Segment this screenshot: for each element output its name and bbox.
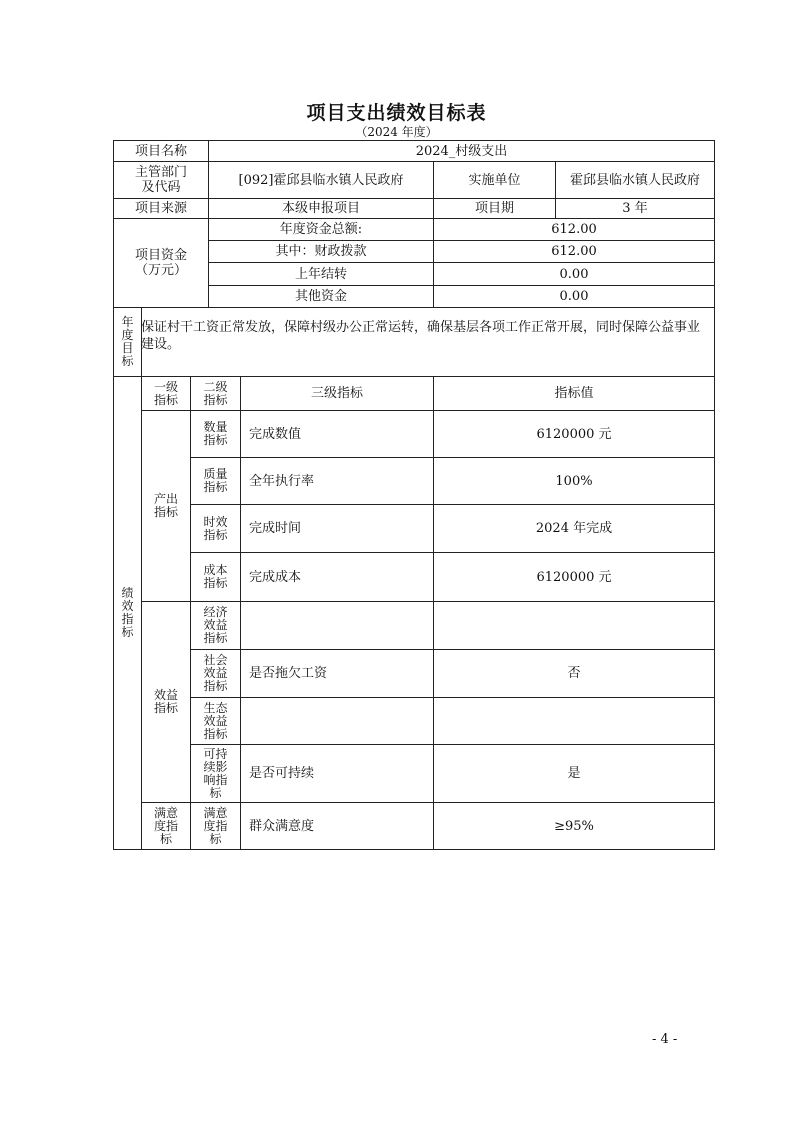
- indicator-name: 是否可持续: [240, 744, 434, 803]
- funds-total-value: 612.00: [433, 218, 715, 241]
- social-benefit-label: 社会 效益 指标: [190, 649, 241, 698]
- indicator-name: [240, 601, 434, 650]
- level3-header: 三级指标: [240, 376, 434, 411]
- indicator-value: 否: [433, 649, 715, 698]
- indicator-name: 群众满意度: [240, 802, 434, 850]
- source-label: 项目来源: [113, 198, 209, 219]
- period-value: 3 年: [555, 198, 715, 219]
- indicator-value: 6120000 元: [433, 552, 715, 602]
- dept-label: [113, 161, 209, 199]
- period-label: 项目期: [433, 198, 556, 219]
- project-name-label: 项目名称: [113, 140, 209, 162]
- satisfaction-l2-label: 满意 度指 标: [190, 802, 241, 850]
- page-number: - 4 -: [652, 1032, 678, 1047]
- page-title: 项目支出绩效目标表: [306, 102, 487, 124]
- indicator-name: 完成时间: [240, 504, 434, 553]
- annual-goal-label: 年 度 目 标: [113, 307, 142, 377]
- indicator-value: 6120000 元: [433, 410, 715, 458]
- timeliness-indicator-label: 时效 指标: [190, 504, 241, 553]
- quality-indicator-label: 质量 指标: [190, 457, 241, 505]
- indicator-value: 100%: [433, 457, 715, 505]
- dept-label-line1: 主管部门: [134, 165, 187, 180]
- indicator-name: [240, 697, 434, 745]
- indicator-value: ≥95%: [433, 802, 715, 850]
- indicator-name: 完成成本: [240, 552, 434, 602]
- project-name-value: 2024_村级支出: [208, 140, 715, 162]
- funds-label-line1: 项目资金: [134, 248, 187, 263]
- benefit-indicators-label: 效益 指标: [141, 601, 191, 803]
- value-header: 指标值: [433, 376, 715, 411]
- indicator-value: 是: [433, 744, 715, 803]
- level1-header: 一级 指标: [141, 376, 191, 411]
- annual-goal-value: 保证村干工资正常发放，保障村级办公正常运转，确保基层各项工作正常开展，同时保障公益事业建设。: [113, 307, 715, 377]
- performance-goal-table: [113, 140, 715, 850]
- level2-header: 二级 指标: [190, 376, 241, 411]
- funds-label: [113, 218, 209, 308]
- output-indicators-label: 产出 指标: [141, 410, 191, 602]
- funds-carry-value: 0.00: [433, 262, 715, 286]
- ecological-benefit-label: 生态 效益 指标: [190, 697, 241, 745]
- perf-indicators-label: 绩 效 指 标: [113, 376, 142, 850]
- indicator-value: [433, 697, 715, 745]
- indicator-value: 2024 年完成: [433, 504, 715, 553]
- funds-fiscal-label: 其中：财政拨款: [208, 240, 434, 263]
- cost-indicator-label: 成本 指标: [190, 552, 241, 602]
- quantity-indicator-label: 数量 指标: [190, 410, 241, 458]
- source-value: 本级申报项目: [208, 198, 434, 219]
- dept-value: [092]霍邱县临水镇人民政府: [208, 161, 434, 199]
- dept-label-line2: 及代码: [141, 180, 181, 195]
- indicator-name: 是否拖欠工资: [240, 649, 434, 698]
- indicator-name: 完成数值: [240, 410, 434, 458]
- indicator-name: 全年执行率: [240, 457, 434, 505]
- funds-other-value: 0.00: [433, 285, 715, 308]
- funds-label-line2: （万元）: [134, 263, 187, 278]
- satisfaction-l1-label: 满意 度指 标: [141, 802, 191, 850]
- funds-other-label: 其他资金: [208, 285, 434, 308]
- funds-carry-label: 上年结转: [208, 262, 434, 286]
- page-subtitle: （2024 年度）: [355, 125, 438, 139]
- economic-benefit-label: 经济 效益 指标: [190, 601, 241, 650]
- funds-total-label: 年度资金总额:: [208, 218, 434, 241]
- impl-unit-value: 霍邱县临水镇人民政府: [555, 161, 715, 199]
- funds-fiscal-value: 612.00: [433, 240, 715, 263]
- indicator-value: [433, 601, 715, 650]
- sustainable-impact-label: 可持 续影 响指 标: [190, 744, 241, 803]
- impl-unit-label: 实施单位: [433, 161, 556, 199]
